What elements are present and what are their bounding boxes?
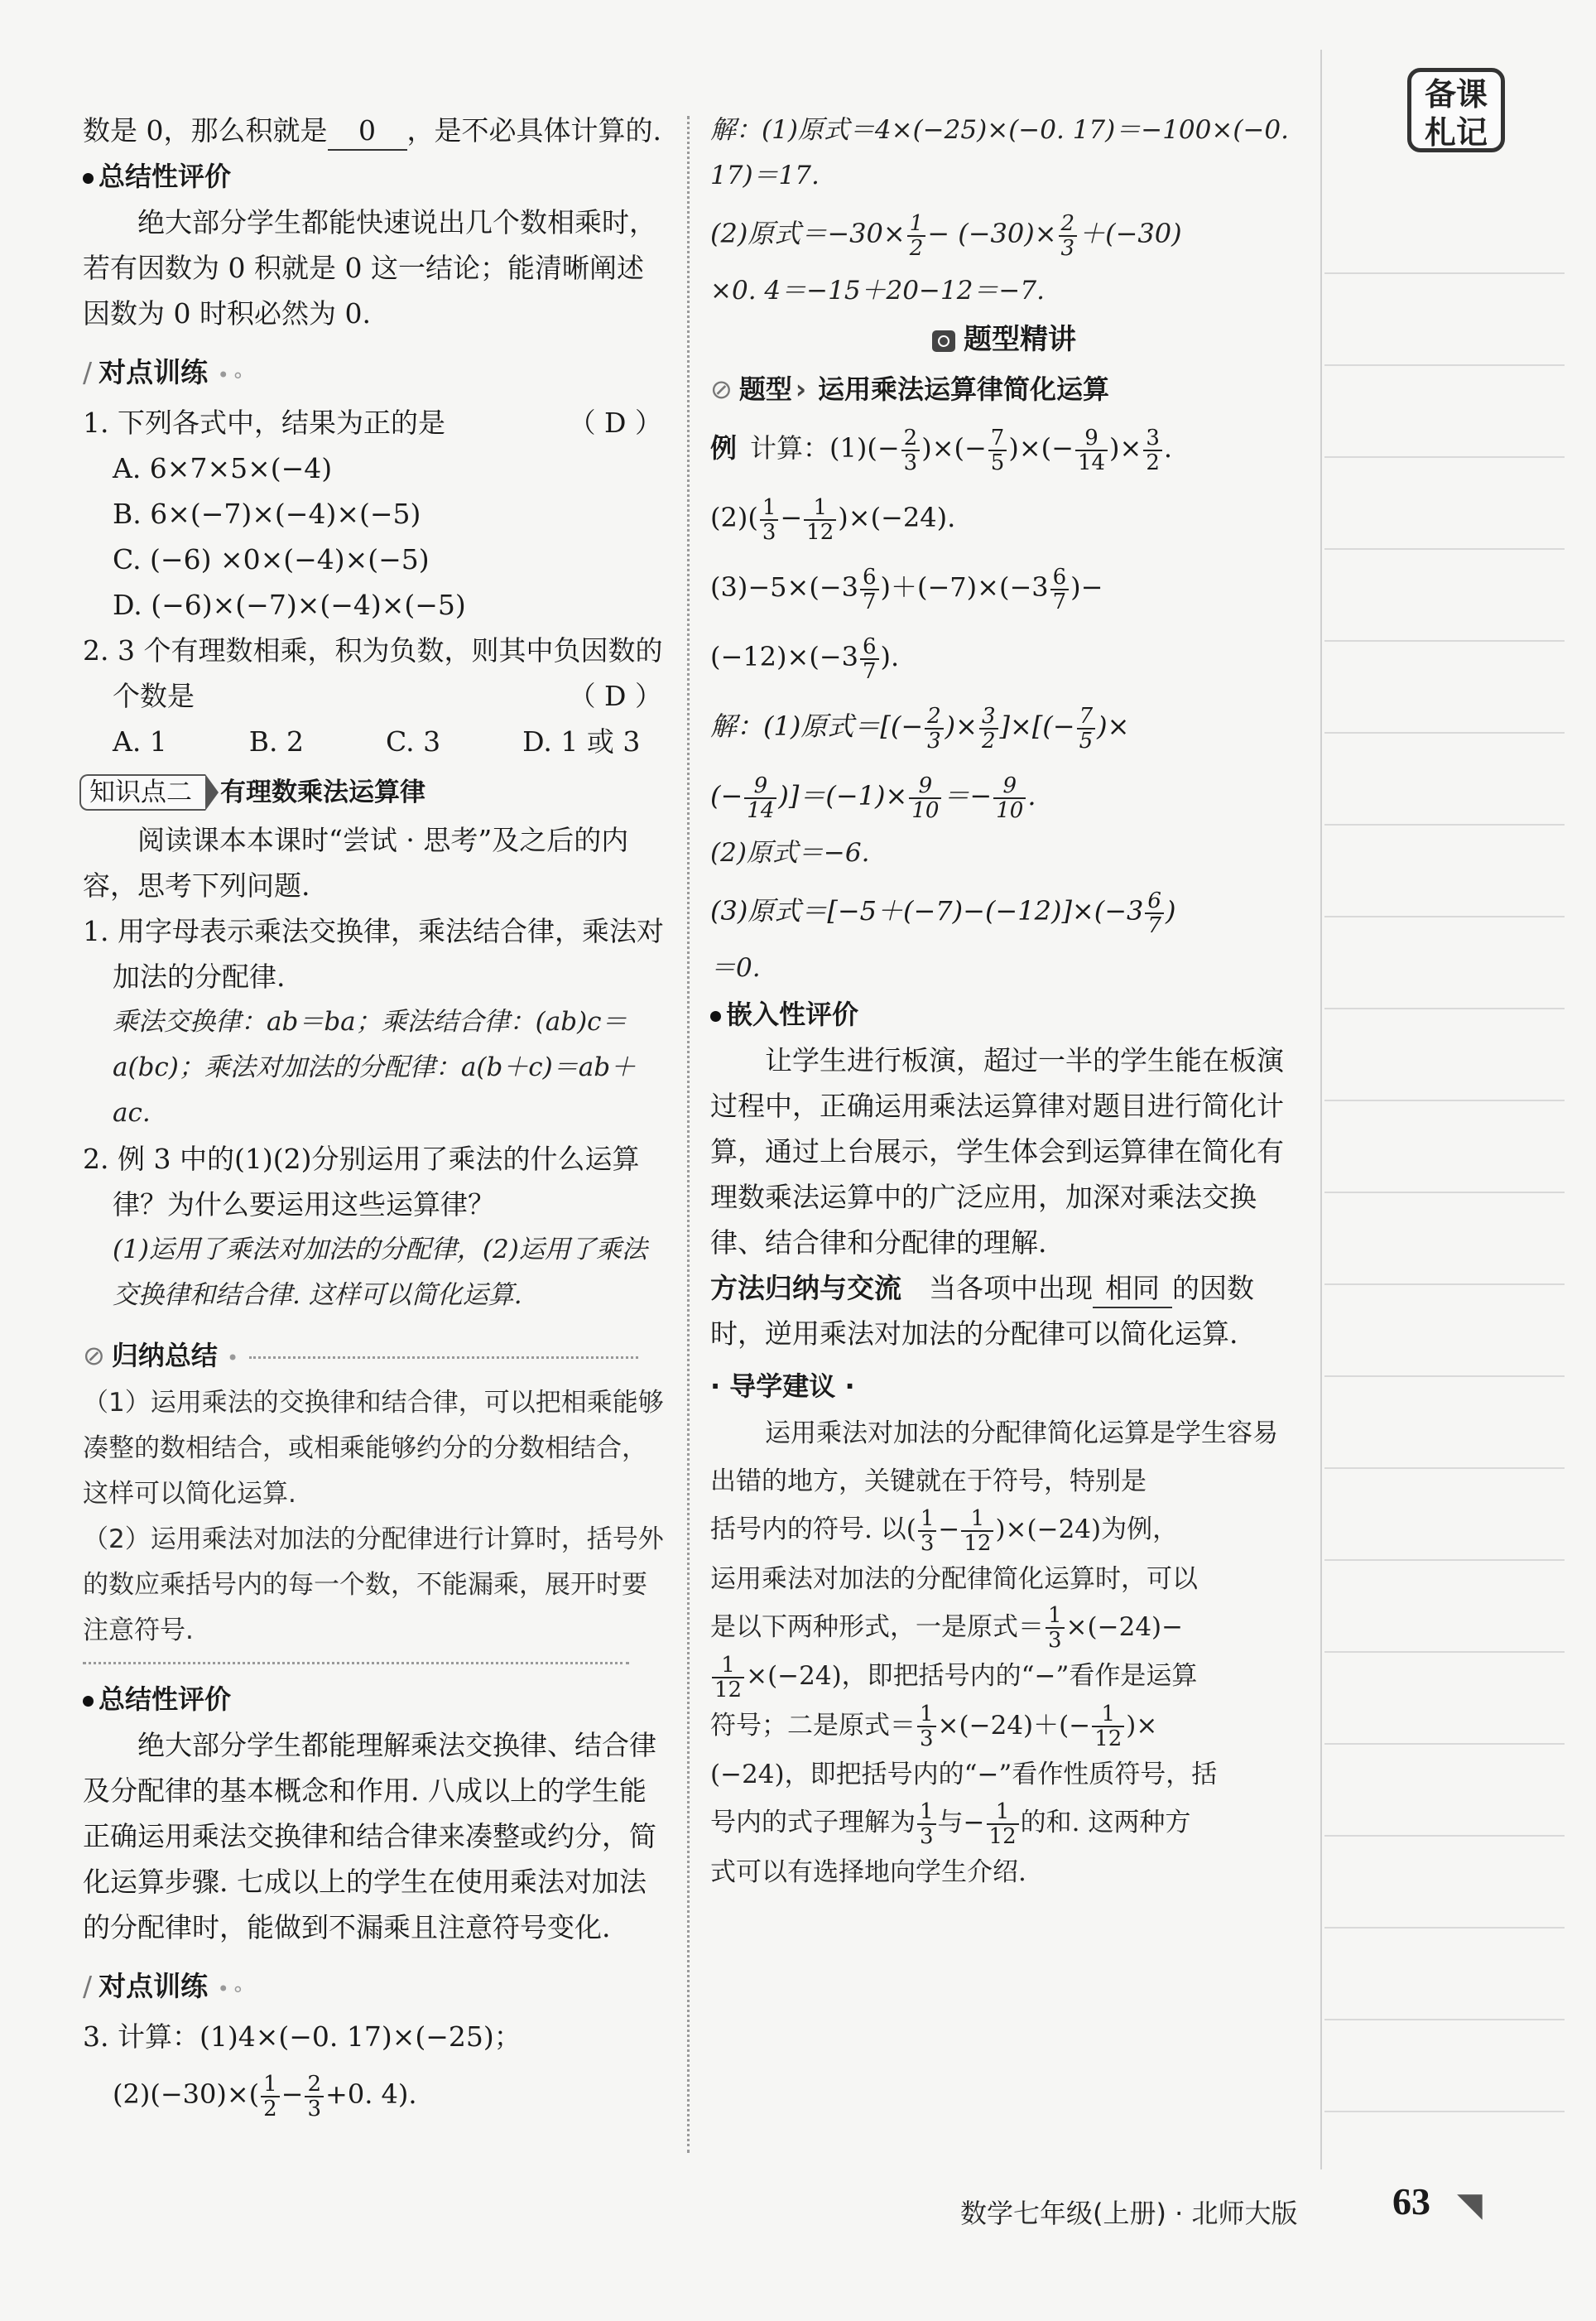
pencil-icon: ∕ xyxy=(83,1970,93,2002)
option-a: A. 6×7×5×(−4) xyxy=(113,452,333,484)
guide-text-2: 括号内的符号. 以( $\frac{1}{3}$ − $\frac{1}{12}$ )×(−24)为例， xyxy=(710,1505,1179,1556)
kp-question-2: 2. 例 3 中的(1)(2)分别运用了乘法的什么运算律？为什么要运用这些运算律？ xyxy=(83,1143,640,1221)
fraction: $\frac{2}{3}$ xyxy=(305,2073,324,2121)
kp-answer-2: (1)运用了乘法对加法的分配律，(2)运用了乘法交换律和结合律. 这样可以简化运算. xyxy=(113,1235,647,1310)
guide-text-5: $\frac{1}{12}$ ×(−24)，即把括号内的“−”看作是运算 xyxy=(710,1652,1298,1702)
eval-text-2: 绝大部分学生都能理解乘法交换律、结合律及分配律的基本概念和作用. 八成以上的学生能正确运用乘法交换律和结合律来凑整或约分，简化运算步骤. 七成以上的学生在使用乘法对加法的分配律时，能做到不漏乘且注意符号变化. xyxy=(83,1729,656,1943)
chevron-right-icon: › xyxy=(795,373,807,405)
pencil-icon: ∕ xyxy=(83,356,93,388)
guide-text-1: 运用乘法对加法的分配律简化运算是学生容易出错的地方，关键就在于符号，特别是 xyxy=(710,1418,1278,1496)
summary-heading: ⊘ 归纳总结 • xyxy=(83,1333,671,1380)
example-3-cont: (−12)×(−3 $\frac{6}{7}$ ). xyxy=(710,633,900,684)
notes-ruled-lines xyxy=(1324,182,1565,2128)
intro-line: 数是 0，那么积就是 0 ，是不必具体计算的. xyxy=(83,108,671,153)
option-b: B. 6×(−7)×(−4)×(−5) xyxy=(113,498,421,530)
summary-box xyxy=(83,1328,671,1676)
eval-heading: 总结性评价 xyxy=(83,153,671,200)
pencil-icon: ⊘ xyxy=(710,373,733,405)
fraction: $\frac{2}{3}$ xyxy=(1059,212,1078,260)
question-2-cont: 个数是 （ D ） xyxy=(83,673,671,719)
drill-heading-2: ∕ 对点训练 •∘ xyxy=(83,1962,671,2014)
example-solution-1: 解：(1)原式＝[(− $\frac{2}{3}$ )× $\frac{3}{2}$ ]×[(− $\frac{7}{5}$ )× xyxy=(710,703,1130,754)
left-column xyxy=(83,108,671,2129)
guide-text-8: 号内的式子理解为 $\frac{1}{3}$ 与− $\frac{1}{12}$ 的和. 这两种方 xyxy=(710,1799,1191,1849)
camera-icon xyxy=(932,330,955,352)
example-3: (3)−5×(−3 $\frac{6}{7}$ )＋(−7)×(−3 $\frac{6}{7}$ )− xyxy=(710,564,1103,614)
guide-text-6: 符号；二是原式＝ $\frac{1}{3}$ ×(−24)＋(− $\frac{1}{12}$ )× xyxy=(710,1702,1158,1751)
eval-heading-2: 总结性评价 xyxy=(83,1676,671,1722)
option-c: C. (−6) ×0×(−4)×(−5) xyxy=(113,543,430,575)
type-section-heading: 题型精讲 xyxy=(710,314,1298,365)
footer-book-title: 数学七年级(上册) · 北师大版 xyxy=(960,2198,1298,2229)
example-solution-3-cont: ＝0. xyxy=(710,953,761,983)
solution-3-2-cont: ×0. 4＝−15＋20−12＝−7. xyxy=(710,276,1045,306)
guide-text-3: 运用乘法对加法的分配律简化运算时，可以 xyxy=(710,1563,1198,1594)
option-d: D. (−6)×(−7)×(−4)×(−5) xyxy=(113,589,466,621)
question-2: 2. 3 个有理数相乘，积为负数，则其中负因数的 xyxy=(83,634,663,667)
example-2: (2)( $\frac{1}{3}$ − $\frac{1}{12}$ )×(−24). xyxy=(710,494,956,545)
kp-text: 阅读课本本课时“尝试 · 思考”及之后的内容，思考下列问题. xyxy=(83,824,629,902)
solution-3-1: 解：(1)原式＝4×(−25)×(−0. 17)＝−100×(−0. 17)＝17. xyxy=(710,115,1289,190)
example-label: 例 xyxy=(710,432,738,464)
right-column xyxy=(710,108,1298,1896)
summary-point-2: （2）运用乘法对加法的分配律进行计算时，括号外的数应乘括号内的每一个数，不能漏乘，展开时要注意符号. xyxy=(83,1524,664,1645)
embed-eval-heading: 嵌入性评价 xyxy=(710,991,1298,1038)
bullet-icon xyxy=(83,173,94,184)
guide-text-7: (−24)，即把括号内的“−”看作性质符号，括 xyxy=(710,1760,1218,1789)
embed-eval-text: 让学生进行板演，超过一半的学生能在板演过程中，正确运用乘法运算律对题目进行简化计算，通过上台展示，学生体会到运算律在简化有理数乘法运算中的广泛应用，加深对乘法交换律、结合律和分配律的理解. xyxy=(710,1044,1284,1259)
knowledge-point-heading: 知识点二 有理数乘法运算律 xyxy=(79,769,671,816)
answer-choice: （ D ） xyxy=(568,680,662,712)
answer-choice: （ D ） xyxy=(568,407,662,439)
example-solution-2: (2)原式＝−6. xyxy=(710,838,870,868)
solution-3-2: (2)原式＝−30× $\frac{1}{2}$ − (−30)× $\frac{2}{3}$ ＋(−30) xyxy=(710,210,1182,261)
question-3: 3. 计算：(1)4×(−0. 17)×(−25)； xyxy=(83,2020,522,2053)
knowledge-point-tag: 知识点二 xyxy=(79,774,205,811)
guide-text-4: 是以下两种形式，一是原式＝ $\frac{1}{3}$ ×(−24)− xyxy=(710,1603,1184,1653)
question-1: 1. 下列各式中，结果为正的是 （ D ） xyxy=(83,400,671,445)
pencil-icon: ⊘ xyxy=(83,1340,105,1371)
column-divider xyxy=(687,116,690,2153)
type-heading: ⊘ 题型 › 运用乘法运算律简化运算 xyxy=(710,365,1298,413)
page-number: 63 xyxy=(1392,2180,1430,2222)
example-1: 例 计算：(1)(− $\frac{2}{3}$ )×(− $\frac{7}{5}$ )×(− $\frac{9}{14}$ )× $\frac{3}{2}$ . xyxy=(710,425,1173,475)
corner-arrow-icon: ◥ xyxy=(1457,2186,1483,2224)
guide-heading: · 导学建议 · xyxy=(710,1370,855,1402)
example-solution-3: (3)原式＝[−5＋(−7)−(−12)]×(−3 $\frac{6}{7}$ ) xyxy=(710,888,1176,938)
bullet-icon xyxy=(710,1011,721,1022)
lesson-notes-stamp: 备课札记 xyxy=(1407,68,1505,152)
guide-text-9: 式可以有选择地向学生介绍. xyxy=(710,1856,1026,1887)
summary-point-1: （1）运用乘法的交换律和结合律，可以把相乘能够凑整的数相结合，或相乘能够约分的分数相结合，这样可以简化运算. xyxy=(83,1388,664,1509)
drill-heading: ∕ 对点训练 •∘ xyxy=(83,348,671,400)
bullet-icon xyxy=(83,1696,94,1707)
eval-text: 绝大部分学生都能快速说出几个数相乘时，若有因数为 0 积就是 0 这一结论；能清晰阐述因数为 0 时积必然为 0. xyxy=(83,206,656,330)
question-2-options: A. 1 B. 2 C. 3 D. 1 或 3 xyxy=(113,725,641,758)
fraction: $\frac{1}{2}$ xyxy=(261,2073,280,2121)
answer-blank: 0 xyxy=(328,113,407,151)
notes-margin-line xyxy=(1320,50,1322,2169)
answer-blank: 相同 xyxy=(1093,1270,1172,1308)
question-3-part-2: (2)(−30)×( $\frac{1}{2}$ − $\frac{2}{3}$ +0. 4). xyxy=(113,2071,417,2121)
kp-answer-1: 乘法交换律：ab＝ba；乘法结合律：(ab)c＝a(bc)；乘法对加法的分配律：a(b＋c)＝ab＋ac. xyxy=(113,1007,637,1128)
example-solution-1-cont: (− $\frac{9}{14}$ )]＝(−1)× $\frac{9}{10}$ ＝− $\frac{9}{10}$ . xyxy=(710,773,1036,823)
fraction: $\frac{1}{2}$ xyxy=(907,212,926,260)
method-summary: 方法归纳与交流 当各项中出现 相同 的因数时，逆用乘法对加法的分配律可以简化运算. xyxy=(710,1272,1254,1350)
kp-question-1: 1. 用字母表示乘法交换律，乘法结合律，乘法对加法的分配律. xyxy=(83,915,664,993)
